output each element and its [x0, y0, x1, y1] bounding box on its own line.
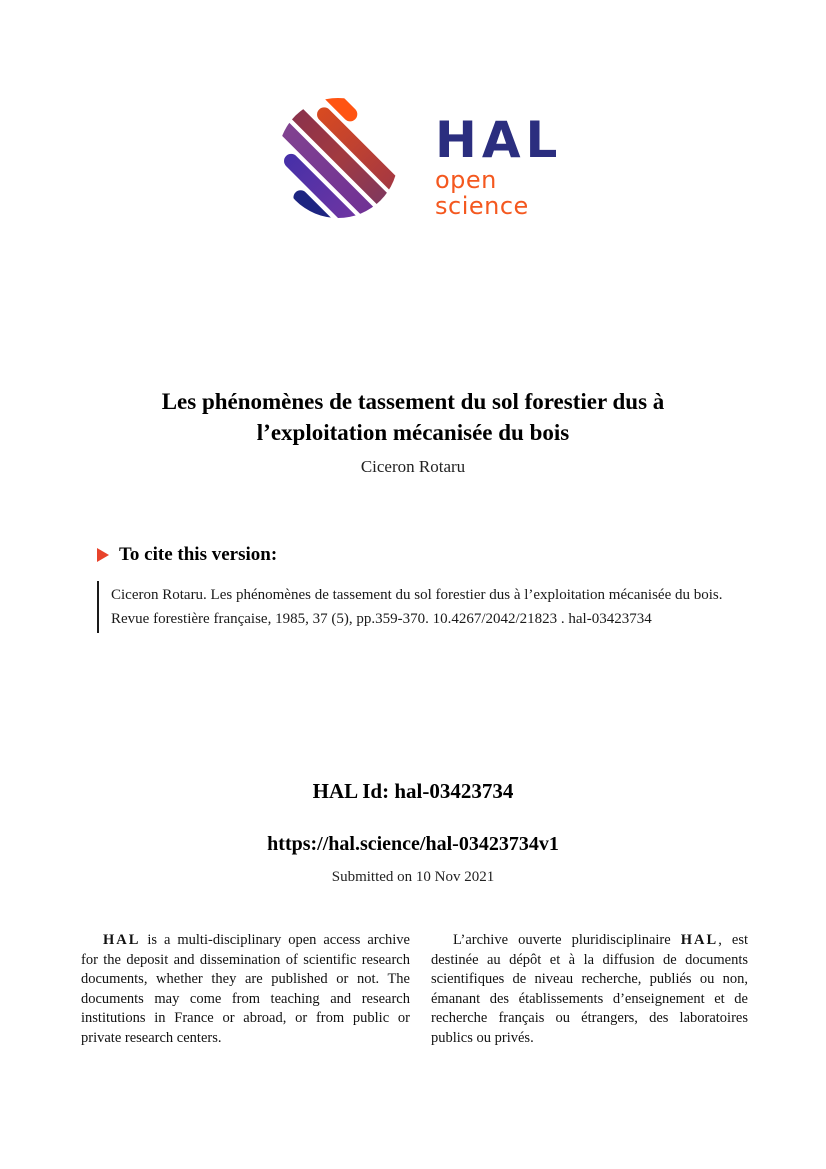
citation-section: [97, 544, 749, 633]
hal-logo: [277, 97, 597, 219]
abstract-french-text: , est destinée au dépôt et à la diffusion de documents scientifiques de niveau recherche, publiés ou non, émanant des établissements d’enseignement et de recherche français ou étrangers, des laboratoires publics ou privés.: [431, 932, 749, 1046]
citation-line-2: Revue forestière française, 1985, 37 (5), pp.359-370. 10.4267/2042/21823 . hal-03423734: [111, 611, 652, 627]
abstract-french: [431, 931, 748, 1049]
citation-line-1: Ciceron Rotaru. Les phénomènes de tassement du sol forestier dus à l’exploitation mécanisée du bois.: [111, 587, 723, 603]
hal-id: HAL Id: hal-03423734: [312, 779, 514, 803]
hal-wordmark: HAL: [435, 111, 563, 169]
title-block: [0, 386, 826, 477]
title-line-2: l’exploitation mécanisée du bois: [256, 420, 570, 445]
submitted-date: Submitted on 10 Nov 2021: [331, 869, 495, 885]
abstract-french-lead: L’archive ouverte pluridisciplinaire: [453, 932, 681, 948]
citation-text-block: [97, 581, 749, 633]
footer-columns: [81, 931, 748, 1049]
citation-heading-label: To cite this version:: [119, 544, 278, 565]
abstract-english-hal-bold: HAL: [103, 932, 141, 948]
abstract-french-hal-bold: HAL: [680, 932, 719, 948]
abstract-english-text: is a multi-disciplinary open access archive for the deposit and dissemination of scientific research documents, whether they are published or not. The documents may come from teaching and research institutions in France or abroad, or from public or private research centers.: [81, 932, 410, 1046]
title-line-1: Les phénomènes de tassement du sol forestier dus à: [161, 389, 665, 414]
triangle-bullet-icon: [97, 548, 109, 562]
hal-tagline: open science: [435, 166, 529, 220]
author-name: Ciceron Rotaru: [360, 457, 466, 476]
page-title: [0, 386, 826, 448]
hal-url-link[interactable]: https://hal.science/hal-03423734v1: [267, 833, 559, 855]
hal-logo-mark-icon: [277, 97, 399, 219]
hal-logo-text: [435, 111, 597, 220]
abstract-english: [81, 931, 410, 1049]
citation-heading: [97, 544, 749, 566]
hal-id-section: [0, 779, 826, 886]
